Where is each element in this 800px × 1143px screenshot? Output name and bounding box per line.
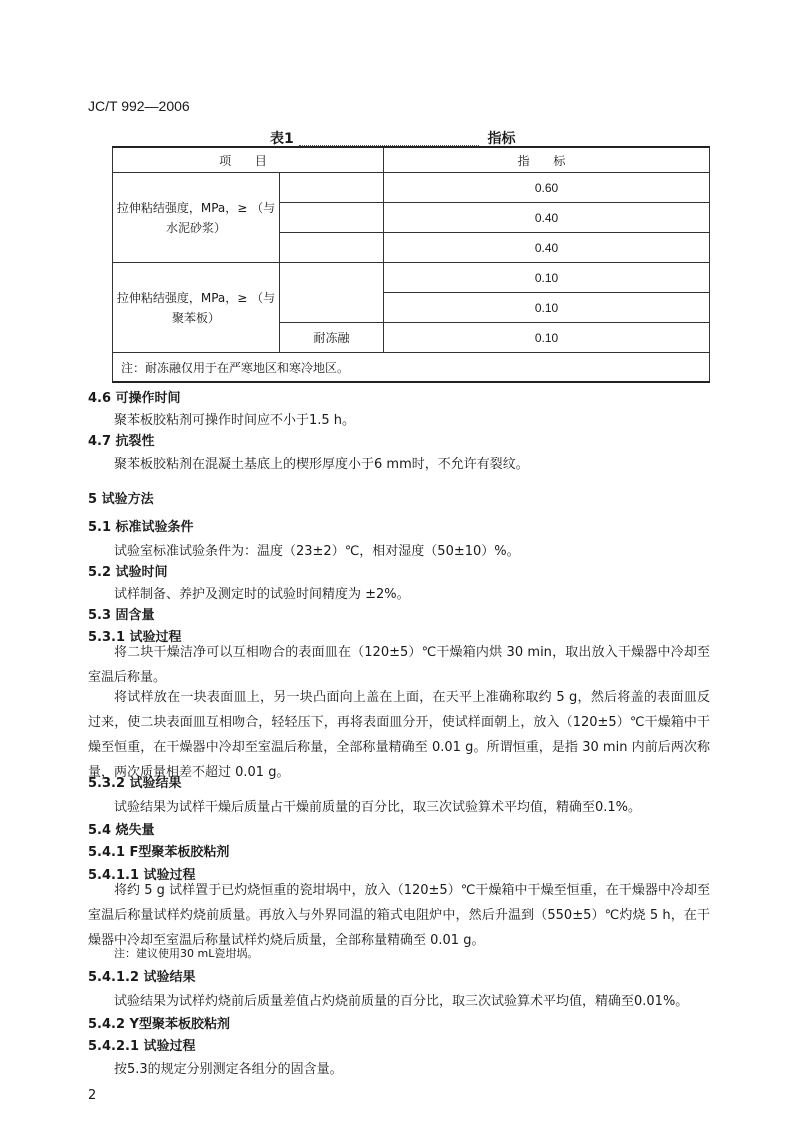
body-text: 聚苯板胶粘剂在混凝土基底上的楔形厚度小于6 mm时，不允许有裂纹。 [114, 457, 529, 472]
section-heading: 5.4.1 F型聚苯板胶粘剂 [88, 845, 230, 860]
body-text: 聚苯板胶粘剂可操作时间应不小于1.5 h。 [114, 413, 356, 428]
section-heading: 4.6 可操作时间 [88, 391, 181, 406]
sub-cell [280, 173, 384, 203]
page-number: 2 [88, 1088, 97, 1103]
row-label-mortar: 拉伸粘结强度，MPa，≥ （与水泥砂浆） [113, 173, 280, 263]
body-text: 试验室标准试验条件为：温度（23±2）℃，相对湿度（50±10）%。 [114, 544, 520, 559]
col-header-value: 指 标 [384, 147, 710, 173]
section-heading: 5 试验方法 [88, 492, 154, 507]
standard-code: JC/T 992—2006 [88, 98, 190, 114]
section-heading: 5.4.1.1 试验过程 [88, 868, 196, 883]
section-heading: 5.3.1 试验过程 [88, 630, 182, 645]
table-header-row [113, 147, 710, 173]
body-text: 试验结果为试样干燥后质量占干燥前质量的百分比，取三次试验算术平均值，精确至0.1%。 [114, 800, 642, 815]
sub-cell [280, 233, 384, 263]
section-heading: 5.2 试验时间 [88, 565, 168, 580]
section-heading: 5.4.2 Y型聚苯板胶粘剂 [88, 1017, 230, 1032]
section-heading: 5.4.2.1 试验过程 [88, 1039, 196, 1054]
value-cell: 0.10 [384, 323, 710, 353]
body-text: 试验结果为试样灼烧前后质量差值占灼烧前质量的百分比，取三次试验算术平均值，精确至0.01%。 [114, 994, 689, 1009]
body-text: 按5.3的规定分别测定各组分的固含量。 [114, 1062, 343, 1077]
table-title: 指标 [487, 131, 516, 147]
note-text: 注：建议使用30 mL瓷坩埚。 [114, 947, 259, 960]
body-paragraph: 将约 5 g 试样置于已灼烧恒重的瓷坩埚中，放入（120±5）℃干燥箱中干燥至恒重，在干燥器中冷却至室温后称量试样灼烧前质量。再放入与外界同温的箱式电阻炉中，然后升温到（550±5）℃灼烧 5 h，在干燥器中冷却至室温后称量试样灼烧后质量，全部称量精确至 0.01 g。 [88, 883, 710, 948]
section-heading: 5.3.2 试验结果 [88, 776, 182, 791]
section-heading: 5.3 固含量 [88, 608, 155, 623]
value-cell: 0.60 [384, 173, 710, 203]
section-heading: 5.4.1.2 试验结果 [88, 970, 196, 985]
value-cell: 0.10 [384, 263, 710, 293]
table-note-row [113, 353, 710, 383]
section-heading: 5.4 烧失量 [88, 823, 155, 838]
value-cell: 0.40 [384, 233, 710, 263]
table-number: 表1 [270, 131, 294, 147]
sub-cell-freeze-thaw: 耐冻融 [280, 323, 384, 353]
value-cell: 0.40 [384, 203, 710, 233]
body-paragraph: 将试样放在一块表面皿上，另一块凸面向上盖在上面，在天平上准确称取约 5 g，然后将盖的表面皿反过来，使二块表面皿互相吻合，轻轻压下，再将表面皿分开，使试样面朝上，放入（120±5）℃干燥箱中干燥至恒重，在干燥器中冷却至室温后称量，全部称量精确至 0.01 g。所谓恒重，是指 30 min 内前后两次称量，两次质量相差不超过 0.01 g。 [88, 690, 710, 780]
body-text: 试样制备、养护及测定时的试验时间精度为 ±2%。 [114, 587, 410, 602]
section-heading: 5.1 标准试验条件 [88, 520, 194, 535]
col-header-item: 项 目 [113, 147, 384, 173]
value-cell: 0.10 [384, 293, 710, 323]
sub-cell [280, 263, 384, 323]
body-paragraph: 将二块干燥洁净可以互相吻合的表面皿在（120±5）℃干燥箱内烘 30 min，取出放入干燥器中冷却至室温后称量。 [88, 645, 710, 685]
caption-blank [299, 133, 479, 146]
table-row [113, 263, 710, 293]
table-caption [270, 128, 516, 148]
table-note: 注：耐冻融仅用于在严寒地区和寒冷地区。 [113, 353, 710, 383]
table-row [113, 173, 710, 203]
row-label-eps: 拉伸粘结强度，MPa，≥ （与聚苯板） [113, 263, 280, 353]
spec-table [112, 146, 710, 383]
sub-cell [280, 203, 384, 233]
section-heading: 4.7 抗裂性 [88, 434, 155, 449]
